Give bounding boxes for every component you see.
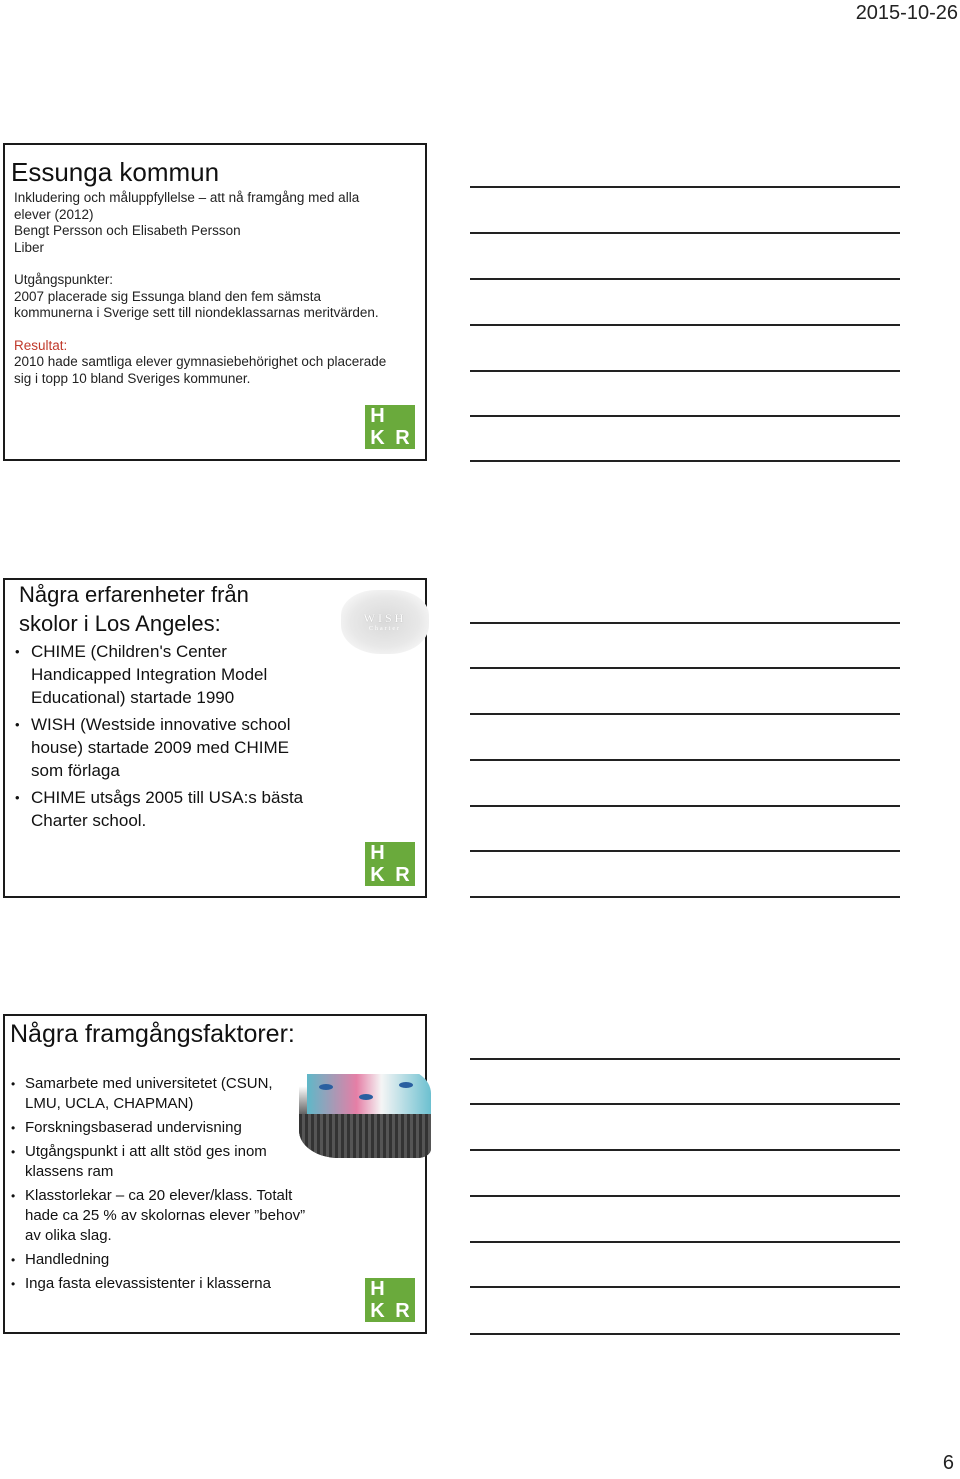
logo-letter: H <box>370 842 385 864</box>
list-item: • Utgångspunkt i att allt stöd ges inom klassens ram <box>9 1142 309 1182</box>
list-item: • CHIME (Children's Center Handicapped Integration Model Educational) startade 1990 <box>15 640 315 709</box>
slide-title <box>19 580 319 638</box>
logo-letter: R <box>395 1300 410 1322</box>
slide-title: Essunga kommun <box>11 157 220 187</box>
text-line: 2007 placerade sig Essunga bland den fem sämsta <box>14 288 321 304</box>
logo-letter: K <box>370 427 385 449</box>
slide-essunga <box>3 143 427 461</box>
mural-image <box>299 1066 431 1158</box>
logo-letter: H <box>370 1278 385 1300</box>
title-line: skolor i Los Angeles: <box>19 611 221 636</box>
slide-success-factors <box>3 1014 427 1334</box>
text-line: Utgångspunkter: <box>14 272 114 287</box>
logo-letter <box>390 842 415 864</box>
list-item: • Forskningsbaserad undervisning <box>9 1118 309 1138</box>
page-date: 2015-10-26 <box>855 2 958 24</box>
logo-letter: R <box>395 864 410 886</box>
text-line: elever (2012) <box>14 206 94 222</box>
logo-letter <box>390 405 415 427</box>
logo-letter: K <box>370 864 385 886</box>
slide-title: Några framgångsfaktorer: <box>10 1020 295 1048</box>
hkr-logo <box>365 405 415 449</box>
list-item: • Inga fasta elevassistenter i klasserna <box>9 1274 309 1294</box>
wish-sign-image <box>341 590 429 654</box>
hkr-logo <box>365 842 415 886</box>
slide-los-angeles <box>3 578 427 898</box>
text-line: Liber <box>14 239 45 255</box>
list-item: • Samarbete med universitetet (CSUN, LMU, UCLA, CHAPMAN) <box>9 1074 309 1114</box>
logo-letter <box>390 1278 415 1300</box>
logo-letter: R <box>395 427 410 449</box>
page-number: 6 <box>942 1452 954 1474</box>
logo-letter: K <box>370 1300 385 1322</box>
list-item: • Handledning <box>9 1250 309 1270</box>
bullet-list <box>15 640 315 836</box>
sign-text: Charter <box>369 626 401 632</box>
text-line: Bengt Persson och Elisabeth Persson <box>14 223 241 238</box>
result-label: Resultat: <box>14 337 68 353</box>
slide-body <box>14 190 404 387</box>
list-item: • WISH (Westside innovative school house) startade 2009 med CHIME som förlaga <box>15 713 315 782</box>
text-line: sig i topp 10 bland Sveriges kommuner. <box>14 370 251 386</box>
hkr-logo <box>365 1278 415 1322</box>
text-line: Inkludering och måluppfyllelse – att nå framgång med alla <box>14 190 360 205</box>
bullet-list <box>9 1074 309 1298</box>
text-line: kommunerna i Sverige sett till niondeklassarnas meritvärden. <box>14 305 379 320</box>
list-item: • CHIME utsågs 2005 till USA:s bästa Charter school. <box>15 786 315 832</box>
text-line: 2010 hade samtliga elever gymnasiebehörighet och placerade <box>14 354 387 369</box>
logo-letter: H <box>370 405 385 427</box>
list-item: • Klasstorlekar – ca 20 elever/klass. Totalt hade ca 25 % av skolornas elever ”behov” av olika slag. <box>9 1186 309 1246</box>
sign-text: WISH <box>363 611 407 625</box>
title-line: Några erfarenheter från <box>19 582 249 607</box>
